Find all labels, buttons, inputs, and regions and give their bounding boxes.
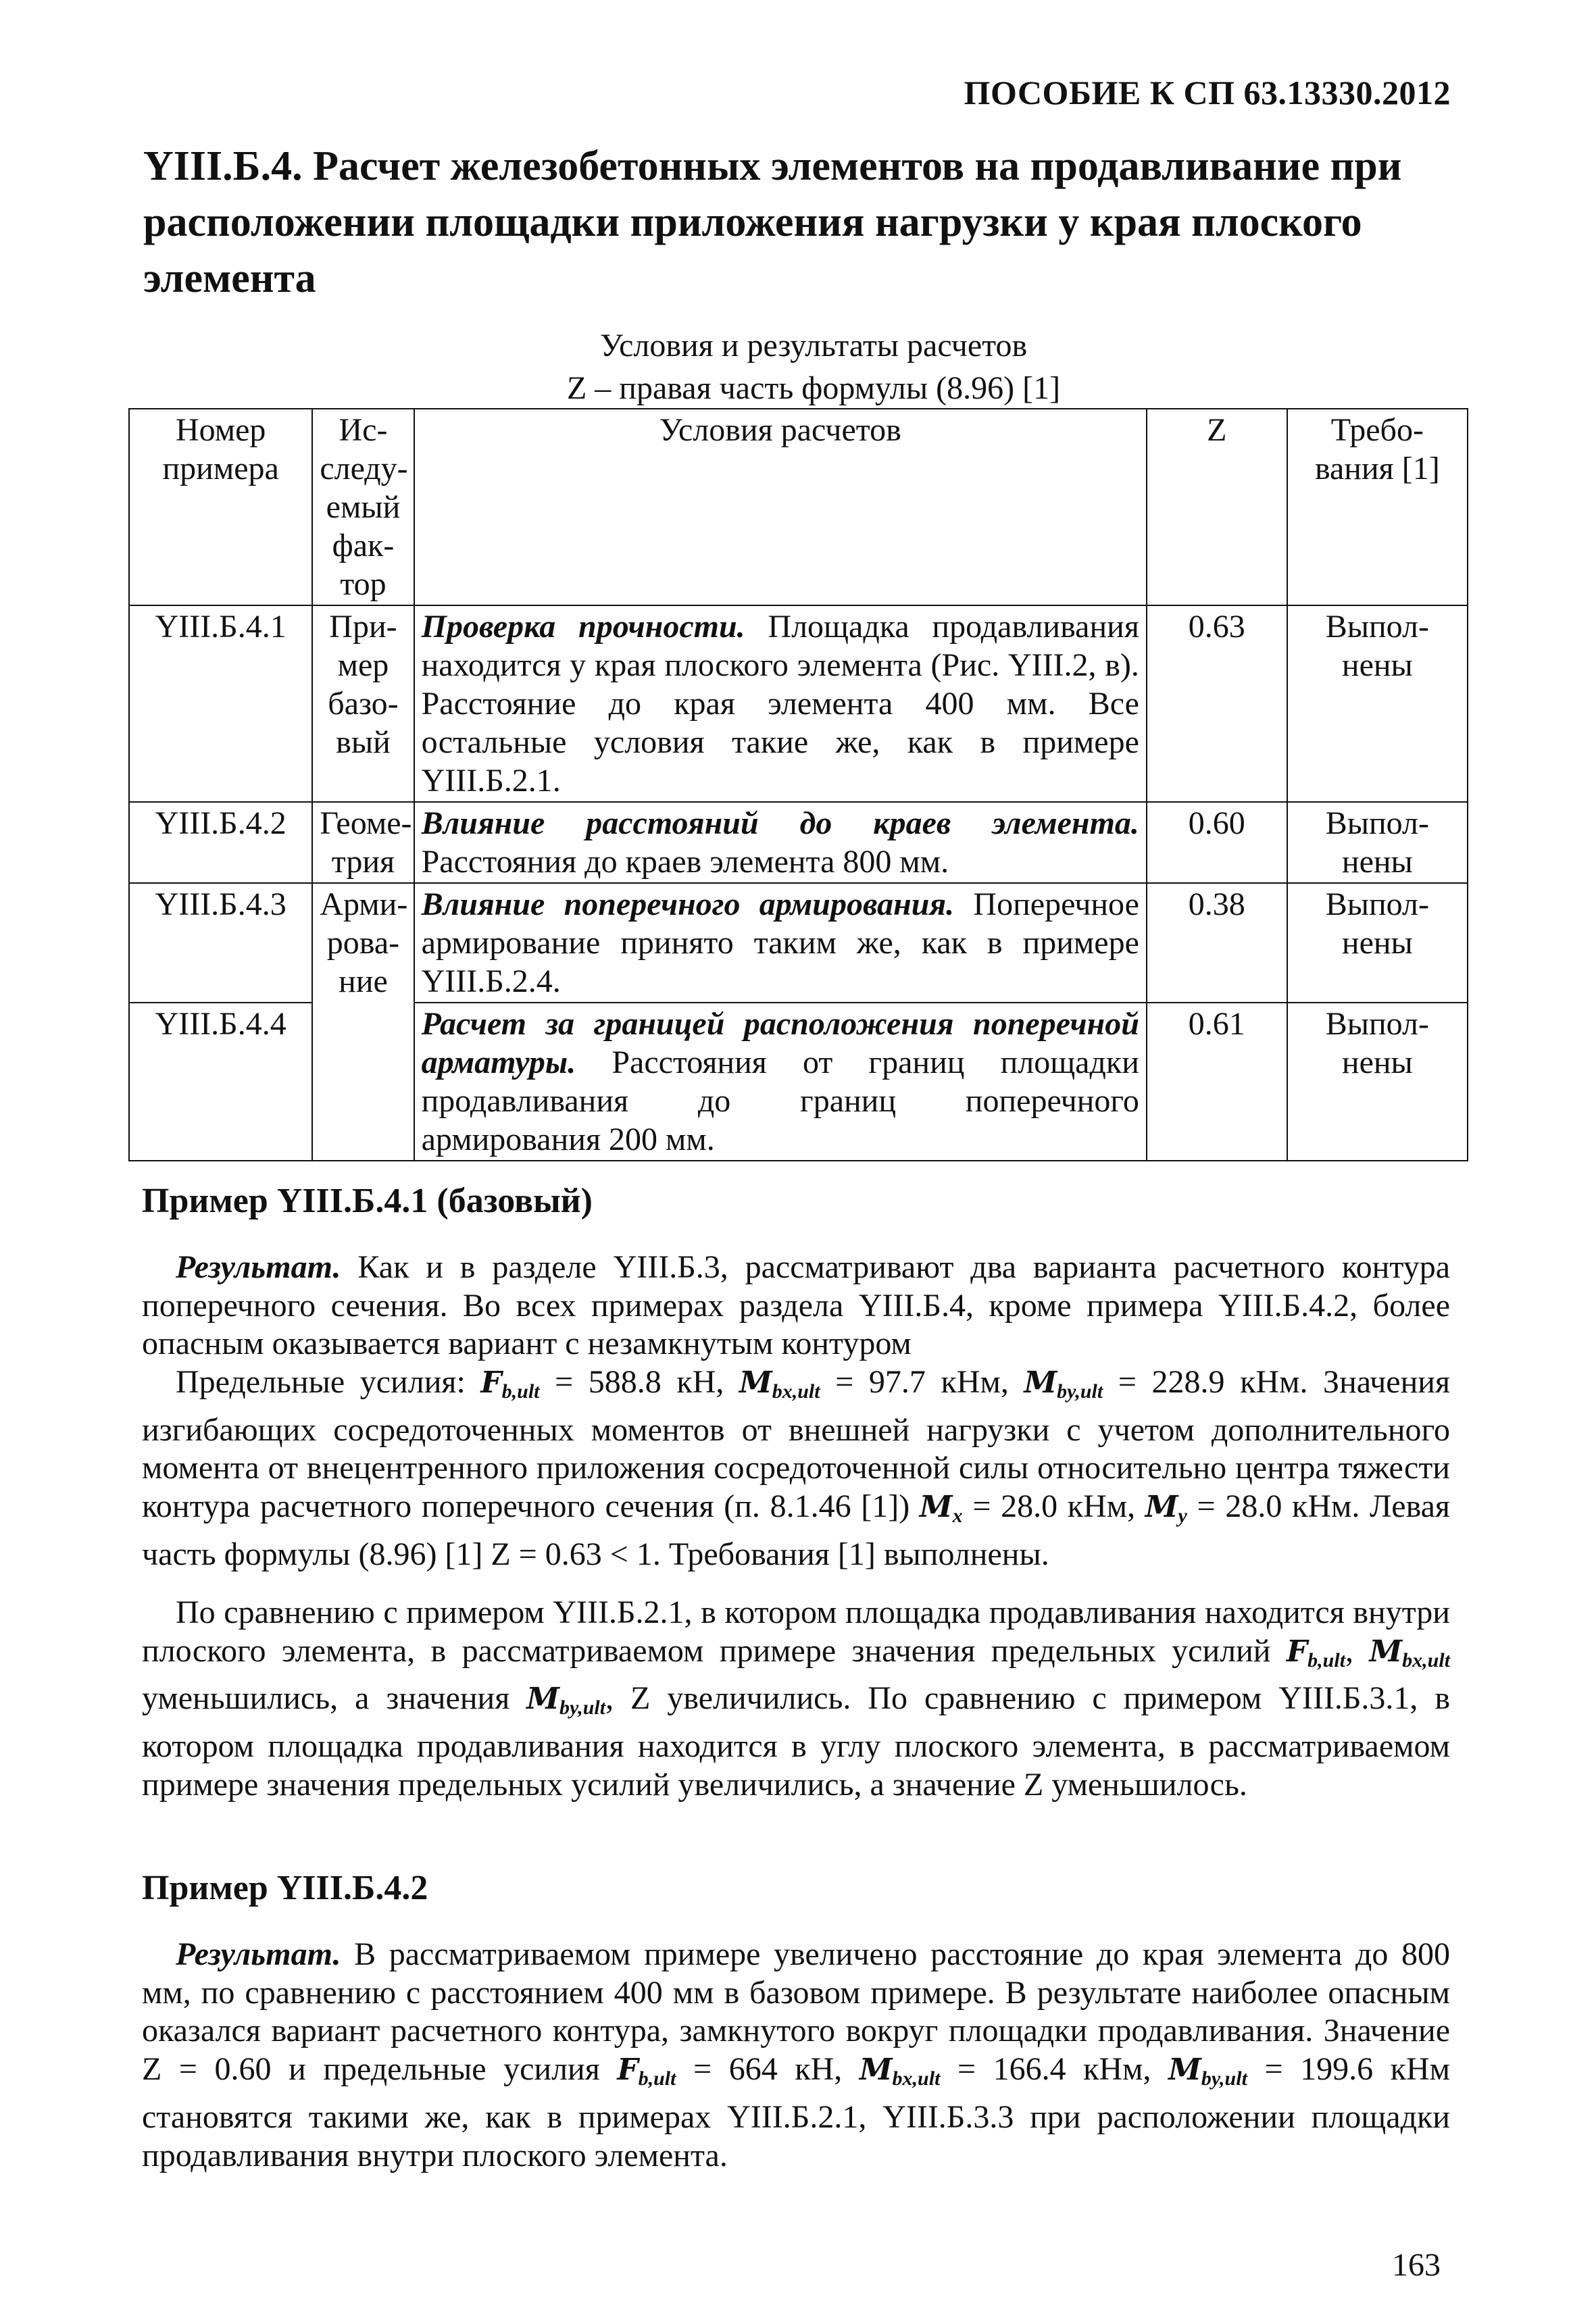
- row-number: YIII.Б.4.4: [129, 1003, 312, 1161]
- row-conditions-lead: Проверка прочности.: [421, 609, 745, 645]
- table-row: [129, 802, 1468, 883]
- row-conditions: [414, 1003, 1147, 1161]
- row-requirements: Выпол- нены: [1287, 605, 1468, 802]
- symbol-M: M: [859, 2053, 893, 2088]
- example1-heading: Пример YIII.Б.4.1 (базовый): [142, 1182, 593, 1220]
- symbol-subscript: bx,ult: [1402, 1649, 1451, 1671]
- paragraph-text: = 664 кН,: [693, 2051, 843, 2088]
- symbol-F: F: [480, 1365, 502, 1400]
- results-table: [128, 408, 1468, 1161]
- symbol-subscript: by,ult: [1057, 1380, 1103, 1403]
- row-factor: Арми- рова- ние: [312, 883, 414, 1161]
- section-title: YIII.Б.4. Расчет железобетонных элементов на продавливание при расположении площадки приложения нагрузки у края плоского элемента: [143, 143, 1402, 301]
- symbol-M: M: [739, 1365, 772, 1400]
- running-title: ПОСОБИЕ К СП 63.13330.2012: [964, 74, 1451, 111]
- paragraph-text: = 28.0 кНм,: [972, 1488, 1136, 1525]
- table-caption-line1: Условия и результаты расчетов: [599, 328, 1028, 363]
- example1-paragraph-3: По сравнению с примером YIII.Б.2.1, в котором площадка продавливания находится внутри плоского элемента, в рассматриваемом примере значения предельных усилий $F_{b,ult}$, $M_{bx,ult}$ уменьшились, а значения $M_{by,ult}$, Z увеличились. По сравнению с примером YIII.Б.3.1, в котором площадка продавливания находится в углу плоского элемента, в рассматриваемом примере значения предельных усилий увеличились, а значение Z уменьшилось.: [142, 1594, 1451, 1803]
- header-factor: Ис- следу- емый фак- тор: [312, 409, 414, 605]
- symbol-subscript: bx,ult: [892, 2067, 941, 2090]
- paragraph-text: уменьшились, а значения: [142, 1680, 510, 1717]
- table-row: [129, 605, 1468, 802]
- symbol-subscript: b,ult: [1307, 1649, 1346, 1671]
- paragraph-text: Как и в разделе YIII.Б.3, рассматривают два варианта расчетного контура поперечного сечения. Во всех примерах раздела YIII.Б.4, кроме примера YIII.Б.4.2, более опасным оказывается вариант с незамкнутым контуром: [142, 1249, 1451, 1362]
- header-conditions: Условия расчетов: [414, 409, 1147, 605]
- page-number: 163: [1392, 2247, 1441, 2283]
- symbol-M: M: [1145, 1490, 1178, 1525]
- symbol-subscript: by,ult: [559, 1696, 606, 1719]
- header-z: Z: [1147, 409, 1287, 605]
- paragraph-text: = 28.0 кНм. Левая часть формулы (8.96) [1] Z = 0.63 < 1. Требования [1] выполнены.: [142, 1488, 1450, 1572]
- header-number: Номер примера: [129, 409, 312, 605]
- symbol-subscript: by,ult: [1201, 2067, 1247, 2090]
- paragraph-text: Предельные усилия:: [176, 1364, 466, 1400]
- row-z: 0.60: [1147, 802, 1287, 883]
- symbol-F: F: [617, 2053, 639, 2088]
- row-conditions: [414, 883, 1147, 1003]
- paragraph-text: = 199.6 кНм становятся такими же, как в примерах YIII.Б.2.1, YIII.Б.3.3 при расположении площадки продавливания внутри плоского элемента.: [142, 2051, 1451, 2173]
- table-row: [129, 883, 1468, 1003]
- row-number: YIII.Б.4.2: [129, 802, 312, 883]
- row-factor: При- мер базо- вый: [312, 605, 414, 802]
- row-z: 0.63: [1147, 605, 1287, 802]
- row-conditions-lead: Влияние поперечного армирования.: [421, 886, 955, 922]
- row-requirements: Выпол- нены: [1287, 802, 1468, 883]
- row-conditions-text: Расстояния от границ площадки продавливания до границ поперечного армирования 200 мм.: [421, 1045, 1139, 1157]
- symbol-subscript: b,ult: [638, 2067, 676, 2090]
- paragraph-text: = 166.4 кНм,: [957, 2051, 1151, 2088]
- row-conditions-text: Расстояния до краев элемента 800 мм.: [421, 844, 949, 880]
- header-requirements: Требо- вания [1]: [1287, 409, 1468, 605]
- row-conditions-lead: Расчет за границей расположения поперечной арматуры.: [421, 1006, 1139, 1080]
- example2-heading: Пример YIII.Б.4.2: [142, 1869, 428, 1907]
- example2-paragraph-1: [142, 1936, 1450, 2175]
- paragraph-text: = 97.7 кНм,: [835, 1364, 1009, 1400]
- paragraph-text: По сравнению с примером YIII.Б.2.1, в котором площадка продавливания находится внутри плоского элемента, в рассматриваемом примере значения предельных усилий: [142, 1594, 1450, 1669]
- row-factor: Геоме- трия: [312, 802, 414, 883]
- symbol-M: M: [1024, 1365, 1057, 1400]
- row-conditions: [414, 802, 1147, 883]
- symbol-M: M: [1168, 2053, 1201, 2088]
- row-conditions-lead: Влияние расстояний до краев элемента.: [421, 805, 1139, 841]
- paragraph-text: = 588.8 кН,: [555, 1364, 724, 1400]
- row-conditions-text: Поперечное армирование принято таким же, как в примере YIII.Б.2.4.: [421, 886, 1139, 999]
- row-requirements: Выпол- нены: [1287, 883, 1468, 1003]
- symbol-M: M: [1369, 1634, 1403, 1669]
- table-caption-line2: Z – правая часть формулы (8.96) [1]: [566, 370, 1061, 406]
- symbol-M: M: [526, 1682, 559, 1717]
- symbol-subscript: bx,ult: [772, 1380, 820, 1403]
- paragraph-text: В рассматриваемом примере увеличено расстояние до края элемента до 800 мм, по сравнению с расстоянием 400 мм в базовом примере. В результате наиболее опасным оказался вариант расчетного контура, замкнутого вокруг площадки продавливания. Значение Z = 0.60 и предельные усилия: [142, 1936, 1450, 2088]
- example1-paragraph-1: [142, 1249, 1450, 1363]
- symbol-subscript: y: [1178, 1505, 1187, 1528]
- symbol-subscript: b,ult: [501, 1380, 540, 1403]
- row-z: 0.38: [1147, 883, 1287, 1003]
- row-conditions: [414, 605, 1147, 802]
- paragraph-text: Z увеличились. По сравнению с примером YIII.Б.3.1, в котором площадка продавливания находится в углу плоского элемента, в рассматриваемом примере значения предельных усилий увеличились, а значение Z уменьшилось.: [142, 1680, 1451, 1803]
- example1-paragraph-2: [142, 1363, 1450, 1574]
- row-conditions-text: Площадка продавливания находится у края плоского элемента (Рис. YIII.2, в). Расстояние до края элемента 400 мм. Все остальные условия такие же, как в примере YIII.Б.2.1.: [421, 609, 1139, 799]
- row-number: YIII.Б.4.1: [129, 605, 312, 802]
- paragraph-text: = 228.9 кНм. Значения изгибающих сосредоточенных моментов от внешней нагрузки с учетом дополнительного момента от внецентренного приложения сосредоточенной силы относительно центра тяжести контура расчетного поперечного сечения (п. 8.1.46 [1]): [142, 1364, 1451, 1525]
- table-caption: [405, 324, 1222, 409]
- symbol-subscript: x: [952, 1505, 963, 1528]
- symbol-F: F: [1286, 1634, 1308, 1669]
- symbol-M: M: [919, 1490, 953, 1525]
- table-header-row: [129, 409, 1468, 605]
- row-z: 0.61: [1147, 1003, 1287, 1161]
- result-lead: Результат.: [176, 1249, 341, 1285]
- row-requirements: Выпол- нены: [1287, 1003, 1468, 1161]
- row-number: YIII.Б.4.3: [129, 883, 312, 1003]
- result-lead: Результат.: [176, 1936, 341, 1972]
